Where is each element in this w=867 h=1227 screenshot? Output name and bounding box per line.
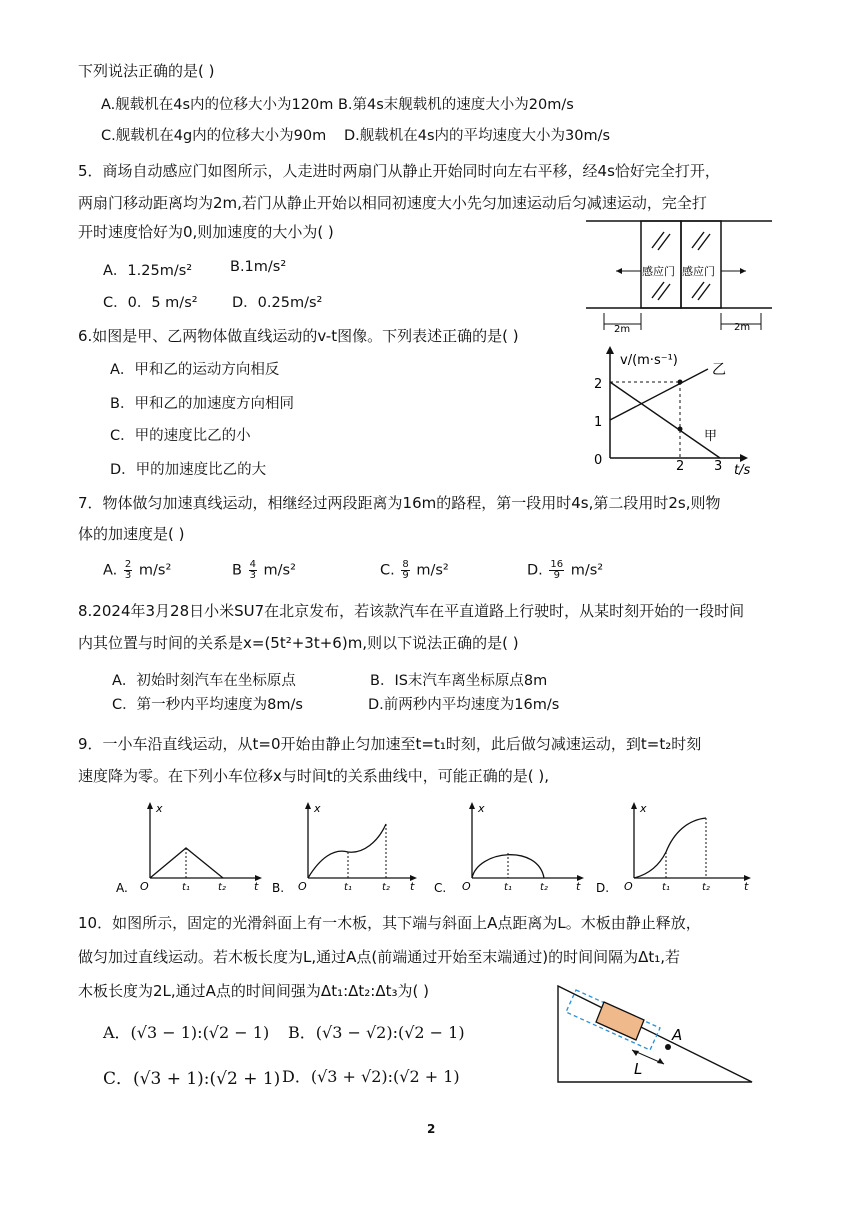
q7-line1: 7．物体做匀加速真线运动，相继经过两段距离为16m的路程，第一段用时4s,第二段用时2s,则物 xyxy=(78,494,721,512)
q7-a-num: 2 xyxy=(124,559,132,570)
q9d-origin: O xyxy=(624,880,633,893)
page-number: 2 xyxy=(427,1122,436,1136)
q7-a-den: 3 xyxy=(124,570,132,581)
q9d-t2: t₂ xyxy=(702,882,710,893)
vt-y-label: v/(m·s⁻¹) xyxy=(620,353,678,368)
q7-b-num: 4 xyxy=(249,559,256,570)
q7-c-den: 9 xyxy=(402,570,409,581)
q7-option-b xyxy=(232,560,296,581)
series-yi-label: 乙 xyxy=(712,362,726,378)
q5-option-b: B.1m/s² xyxy=(230,259,287,275)
q9c-t2: t₂ xyxy=(540,882,548,893)
vt-y-tick-2: 2 xyxy=(594,377,603,392)
q8-option-d: D.前两秒内平均速度为16m/s xyxy=(368,697,560,713)
q9a-t2: t₂ xyxy=(218,882,226,893)
q9c-label: C. xyxy=(434,881,447,895)
vt-x-tick-3: 3 xyxy=(714,459,723,474)
q4-option-c: C.舰载机在4g内的位移大小为90m xyxy=(101,128,327,144)
q9b-t2: t₂ xyxy=(382,882,390,893)
q9c-x-axis: t xyxy=(576,880,581,893)
q8-line1: 8.2024年3月28日小米SU7在北京发布，若该款汽车在平直道路上行驶时，从某时刻开始的一段时间 xyxy=(78,602,745,620)
q7-d-unit: m/s² xyxy=(570,562,604,579)
q7-a-unit: m/s² xyxy=(138,562,172,579)
q9c-origin: O xyxy=(462,880,471,893)
q7-line2: 体的加速度是( ) xyxy=(78,525,185,543)
q6-stem: 6.如图是甲、乙两物体做直线运动的v-t图像。下列表述正确的是( ) xyxy=(78,327,519,345)
q7-option-c xyxy=(380,560,449,581)
length-l-label: L xyxy=(634,1060,643,1078)
q9c-y-axis: x xyxy=(478,802,485,815)
q9d-label: D. xyxy=(596,881,610,895)
q9b-x-axis: t xyxy=(410,880,415,893)
door-dist-left: 2m xyxy=(614,324,631,335)
q4-option-ab: A.舰载机在4s内的位移大小为120m B.第4s末舰载机的速度大小为20m/s xyxy=(101,97,574,113)
q5-option-d: D．0.25m/s² xyxy=(232,295,323,311)
q10-option-a: A．(√3 − 1):(√2 − 1) xyxy=(103,1023,270,1042)
q8-option-b: B．IS末汽车离坐标原点8m xyxy=(370,673,548,689)
q9b-y-axis: x xyxy=(314,802,321,815)
q7-d-num: 16 xyxy=(550,559,564,570)
q7-a-label: A. xyxy=(103,562,118,579)
q9b-origin: O xyxy=(298,880,307,893)
door-label-left: 感应门 xyxy=(642,265,675,278)
q5-line1: 5．商场自动感应门如图所示，人走进时两扇门从静止开始同时向左右平移，经4s恰好完全打开， xyxy=(78,162,720,180)
q9a-origin: O xyxy=(140,880,149,893)
vt-graph xyxy=(584,342,770,478)
series-jia-label: 甲 xyxy=(704,429,718,444)
q6-option-b: B．甲和乙的加速度方向相同 xyxy=(110,396,294,412)
q7-c-num: 8 xyxy=(402,559,409,570)
q9a-t1: t₁ xyxy=(182,882,190,893)
q9-line1: 9．一小车沿直线运动，从t=0开始由静止匀加速至t=t₁时刻，此后做匀减速运动，到t=t₂时刻 xyxy=(78,735,702,753)
q7-b-unit: m/s² xyxy=(263,562,296,579)
q10-option-c: C．(√3 + 1):(√2 + 1) xyxy=(103,1069,281,1089)
vt-y-tick-1: 1 xyxy=(594,415,603,430)
q9-graph-d xyxy=(592,800,762,895)
q5-line2: 两扇门移动距离均为2m,若门从静止开始以相同初速度大小先匀加速运动后匀减速运动，完全打 xyxy=(78,194,707,212)
q9a-x-axis: t xyxy=(254,880,259,893)
vt-x-tick-2: 2 xyxy=(676,459,685,474)
q9b-label: B. xyxy=(272,881,285,895)
q8-line2: 内其位置与时间的关系是x=(5t²+3t+6)m,则以下说法正确的是( ) xyxy=(78,634,519,652)
vt-y-tick-0: 0 xyxy=(594,453,603,468)
q6-option-c: C．甲的速度比乙的小 xyxy=(110,428,251,444)
q10-line1: 10．如图所示，固定的光滑斜面上有一木板，其下端与斜面上A点距离为L。木板由静止释放， xyxy=(78,914,701,932)
incline-figure xyxy=(552,982,762,1088)
q6-option-a: A．甲和乙的运动方向相反 xyxy=(110,362,280,378)
series-yi-line xyxy=(610,369,708,420)
q7-b-den: 3 xyxy=(249,570,256,581)
q8-option-c: C．第一秒内平均速度为8m/s xyxy=(112,697,303,713)
q7-c-unit: m/s² xyxy=(416,562,449,579)
series-jia-line xyxy=(610,382,720,458)
q9-graph-a xyxy=(108,800,268,895)
q9a-y-axis: x xyxy=(156,802,163,815)
q5-option-c: C．0．5 m/s² xyxy=(103,295,198,311)
q10-option-d: D．(√3 + √2):(√2 + 1) xyxy=(282,1067,460,1086)
q9d-x-axis: t xyxy=(744,880,749,893)
door-figure xyxy=(586,218,772,340)
q10-line2: 做匀加过直线运动。若木板长度为L,通过A点(前端通过开始至末端通过)的时间间隔为Δt₁,若 xyxy=(78,948,681,966)
q6-option-d: D．甲的加速度比乙的大 xyxy=(110,462,267,478)
q9d-y-axis: x xyxy=(640,802,647,815)
q4-stem: 下列说法正确的是( ) xyxy=(78,62,215,80)
q7-option-a xyxy=(103,560,171,581)
q9d-t1: t₁ xyxy=(662,882,670,893)
q10-line3: 木板长度为2L,通过A点的时间间强为Δt₁:Δt₂:Δt₃为( ) xyxy=(78,982,429,1000)
q9-graph-b xyxy=(268,800,423,895)
q10-option-b: B．(√3 − √2):(√2 − 1) xyxy=(288,1023,465,1042)
q8-option-a: A．初始时刻汽车在坐标原点 xyxy=(112,673,296,689)
vt-x-label: t/s xyxy=(734,463,751,478)
q9-line2: 速度降为零。在下列小车位移x与时间t的关系曲线中，可能正确的是( ), xyxy=(78,767,550,785)
q7-option-d xyxy=(527,560,603,581)
q9-graph-c xyxy=(430,800,590,895)
q5-line3: 开时速度恰好为0,则加速度的大小为( ) xyxy=(78,223,334,241)
door-label-right: 感应门 xyxy=(682,265,715,278)
q9a-label: A. xyxy=(116,881,128,895)
q9c-t1: t₁ xyxy=(504,882,512,893)
q7-d-label: D. xyxy=(527,562,543,579)
q9b-t1: t₁ xyxy=(344,882,352,893)
q7-c-label: C. xyxy=(380,562,395,579)
point-a-label: A xyxy=(672,1026,683,1044)
q7-b-label: B xyxy=(232,562,242,579)
q7-d-den: 9 xyxy=(553,570,560,581)
q5-option-a: A．1.25m/s² xyxy=(103,263,193,279)
q4-option-d: D.舰载机在4s内的平均速度大小为30m/s xyxy=(344,128,611,144)
door-dist-right: 2m xyxy=(734,322,751,333)
